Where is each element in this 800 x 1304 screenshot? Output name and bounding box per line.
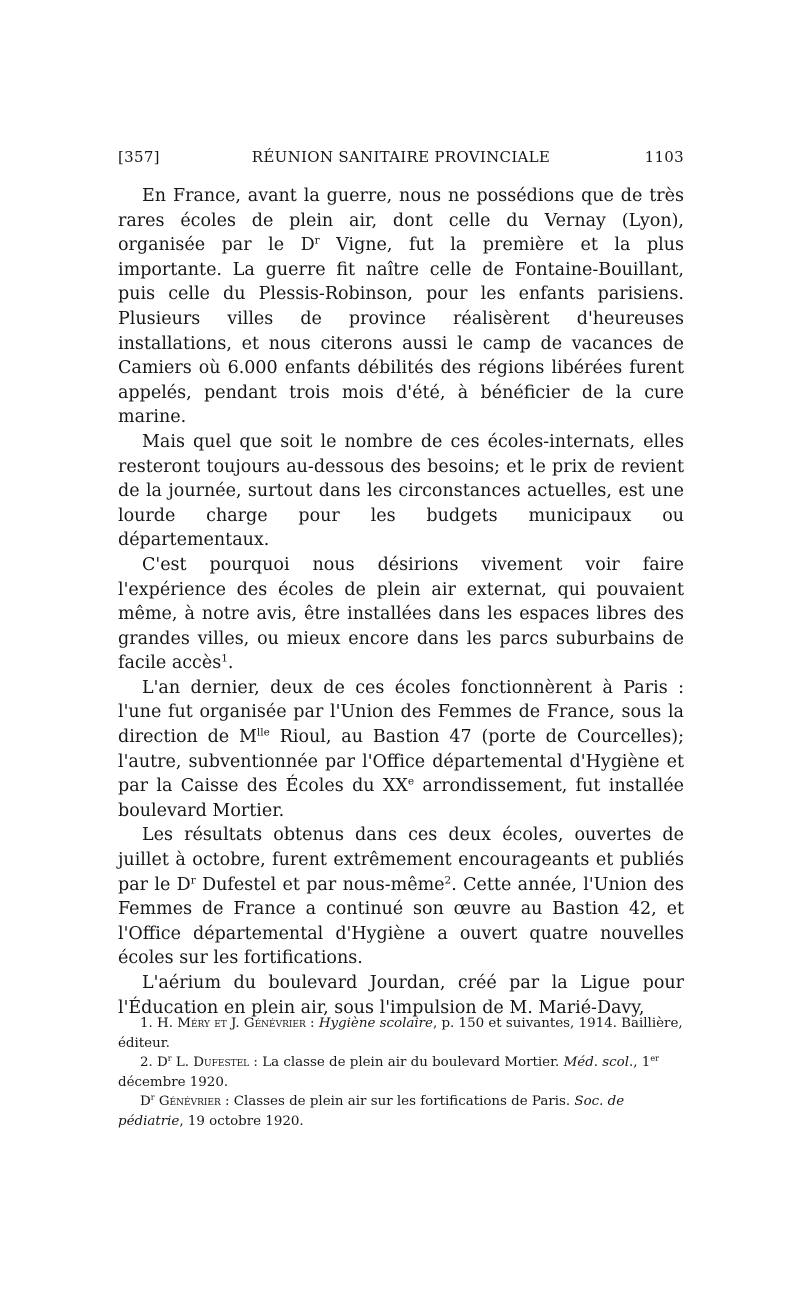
paragraph: Les résultats obtenus dans ces deux écoles, ouvertes de juillet à octobre, furent extrêmement encourageants et publiés par le $D^r$ Dufestel et par nous-même$^2$. Cette année, l'Union des Femmes de France a continué son œuvre au Bastion 42, et l'Office départemental d'Hygiène a ouvert quatre nouvelles écoles sur les fortifications. [118, 825, 684, 969]
footnote: 1. H. Méry et J. Génévrier : Hygiène scolaire, p. 150 et suivantes, 1914. Baillière, éditeur. [118, 1016, 683, 1051]
running-title: RÉUNION SANITAIRE PROVINCIALE [251, 148, 551, 166]
body-text [118, 184, 684, 1020]
paragraph: En France, avant la guerre, nous ne possédions que de très rares écoles de plein air, dont celle du Vernay (Lyon), organisée par le $D^r$ Vigne, fut la première et la plus importante. La guerre fit naître celle de Fontaine-Bouillant, puis celle du Plessis-Robinson, pour les enfants parisiens. Plusieurs villes de province réalisèrent d'heureuses installations, et nous citerons aussi le camp de vacances de Camiers où 6.000 enfants débilités des régions libérées furent appelés, pendant trois mois d'été, à bénéficier de la cure marine. [118, 186, 684, 428]
running-header [118, 148, 684, 170]
footnote: $D^r$ Génévrier : Classes de plein air sur les fortifications de Paris. Soc. de pédiatrie, 19 octobre 1920. [118, 1093, 625, 1129]
footnote: 2. $D^r$ L. Dufestel : La classe de plein air du boulevard Mortier. Méd. scol., 1er décembre 1920. [118, 1054, 659, 1090]
paragraph: L'aérium du boulevard Jourdan, créé par la Ligue pour l'Éducation en plein air, sous l'impulsion de M. Marié-Davy, [118, 973, 684, 1018]
paragraph: L'an dernier, deux de ces écoles fonctionnèrent à Paris : l'une fut organisée par l'Union des Femmes de France, sous la direction de $M^{lle}$ Rioul, au Bastion 47 (porte de Courcelles); l'autre, subventionnée par l'Office départemental d'Hygiène et par la Caisse des Écoles du XXe arrondissement, fut installée boulevard Mortier. [118, 677, 684, 821]
footnote-ref: 2 [444, 874, 452, 887]
paragraph: C'est pourquoi nous désirions vivement voir faire l'expérience des écoles de plein air externat, qui pouvaient même, à notre avis, être installées dans les espaces libres des grandes villes, ou mieux encore dans les parcs suburbains de facile accès$^1$. [118, 554, 684, 674]
paragraph: Mais quel que soit le nombre de ces écoles-internats, elles resteront toujours au-dessous des besoins; et le prix de revient de la journée, surtout dans les circonstances actuelles, est une lourde charge pour les budgets municipaux ou départementaux. [118, 431, 684, 551]
footnote-ref: 1 [221, 652, 228, 665]
page-number: 1103 [644, 148, 684, 166]
section-number: [357] [118, 148, 160, 166]
footnotes [118, 1014, 684, 1132]
